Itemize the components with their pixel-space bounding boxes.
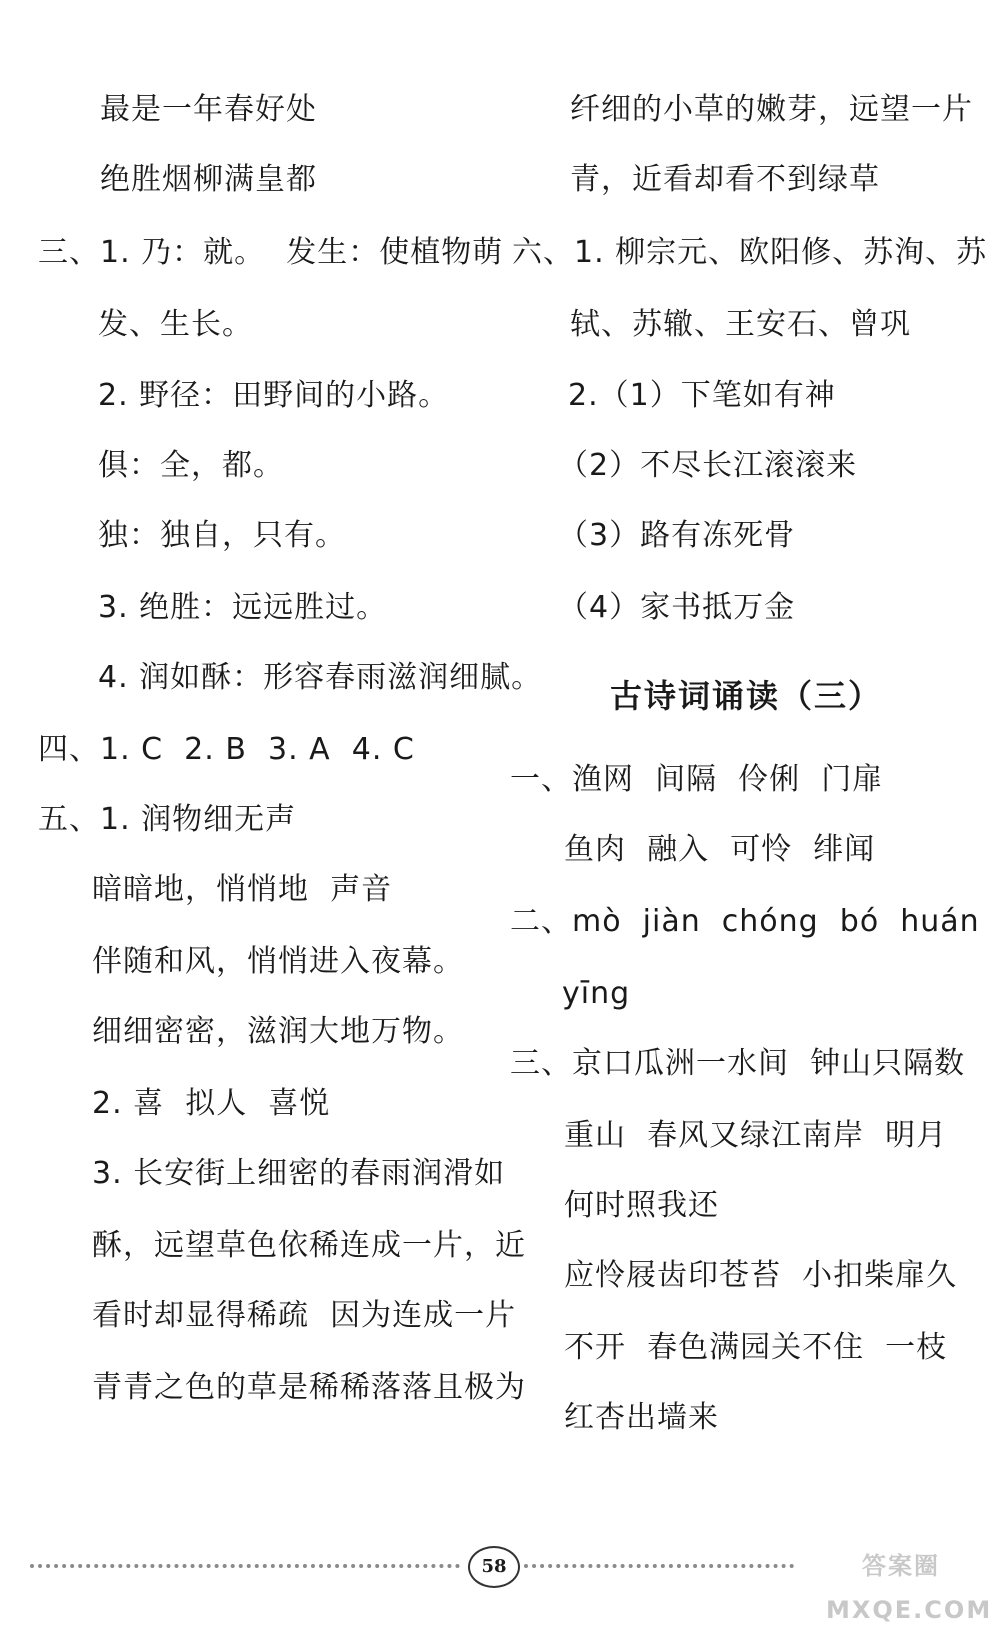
text-line: 暗暗地，悄悄地 声音	[92, 872, 393, 907]
text-line: yīng	[562, 976, 631, 1011]
text-line: （3）路有冻死骨	[558, 518, 796, 553]
text-line: 青，近看却看不到绿草	[570, 162, 880, 197]
text-line: 不开 春色满园关不住 一枝	[564, 1330, 948, 1365]
section-title: 古诗词诵读（三）	[610, 677, 883, 715]
text-line: 三、京口瓜洲一水间 钟山只隔数	[510, 1046, 966, 1081]
text-line: （4）家书抵万金	[558, 590, 796, 625]
text-line: 3. 长安街上细密的春雨润滑如	[92, 1156, 506, 1191]
text-line: 青青之色的草是稀稀落落且极为	[92, 1370, 526, 1405]
footer-dotted-rule-left	[30, 1564, 460, 1574]
text-line: 应怜屐齿印苍苔 小扣柴扉久	[564, 1258, 958, 1293]
text-line: 看时却显得稀疏 因为连成一片	[92, 1298, 517, 1333]
text-line: 4. 润如酥：形容春雨滋润细腻。	[98, 660, 543, 695]
text-line: 细细密密，滋润大地万物。	[92, 1014, 464, 1049]
text-line: （2）不尽长江滚滚来	[558, 448, 858, 483]
text-line: 2. 喜 拟人 喜悦	[92, 1086, 331, 1121]
text-line: 三、1. 乃：就。 发生：使植物萌	[38, 235, 504, 270]
text-line: 俱：全，都。	[98, 448, 284, 483]
watermark-logo: 答案圈 MXQE.COM	[826, 1552, 993, 1624]
text-line: 五、1. 润物细无声	[38, 802, 297, 837]
text-line: 伴随和风，悄悄进入夜幕。	[92, 944, 464, 979]
text-line: 四、1. C 2. B 3. A 4. C	[38, 732, 415, 767]
text-line: 最是一年春好处	[100, 92, 317, 127]
text-line: 2.（1）下笔如有神	[568, 378, 836, 413]
text-line: 六、1. 柳宗元、欧阳修、苏洵、苏	[512, 235, 988, 270]
text-line: 发、生长。	[98, 307, 253, 342]
page-number: 58	[468, 1546, 520, 1588]
text-line: 酥，远望草色依稀连成一片，近	[92, 1228, 526, 1263]
text-line: 重山 春风又绿江南岸 明月	[564, 1118, 948, 1153]
text-line: 3. 绝胜：远远胜过。	[98, 590, 388, 625]
text-line: 绝胜烟柳满皇都	[100, 162, 317, 197]
text-line: 2. 野径：田野间的小路。	[98, 378, 450, 413]
text-line: 一、渔网 间隔 伶俐 门扉	[510, 762, 884, 797]
text-line: 鱼肉 融入 可怜 绯闻	[564, 832, 876, 867]
text-line: 红杏出墙来	[564, 1400, 719, 1435]
text-line: 轼、苏辙、王安石、曾巩	[570, 307, 911, 342]
text-line: 何时照我还	[564, 1188, 719, 1223]
footer-dotted-rule-right	[524, 1564, 794, 1574]
text-line: 二、mò jiàn chóng bó huán	[510, 904, 980, 939]
text-line: 纤细的小草的嫩芽，远望一片	[570, 92, 973, 127]
text-line: 独：独自，只有。	[98, 518, 346, 553]
page-footer	[0, 1540, 996, 1624]
